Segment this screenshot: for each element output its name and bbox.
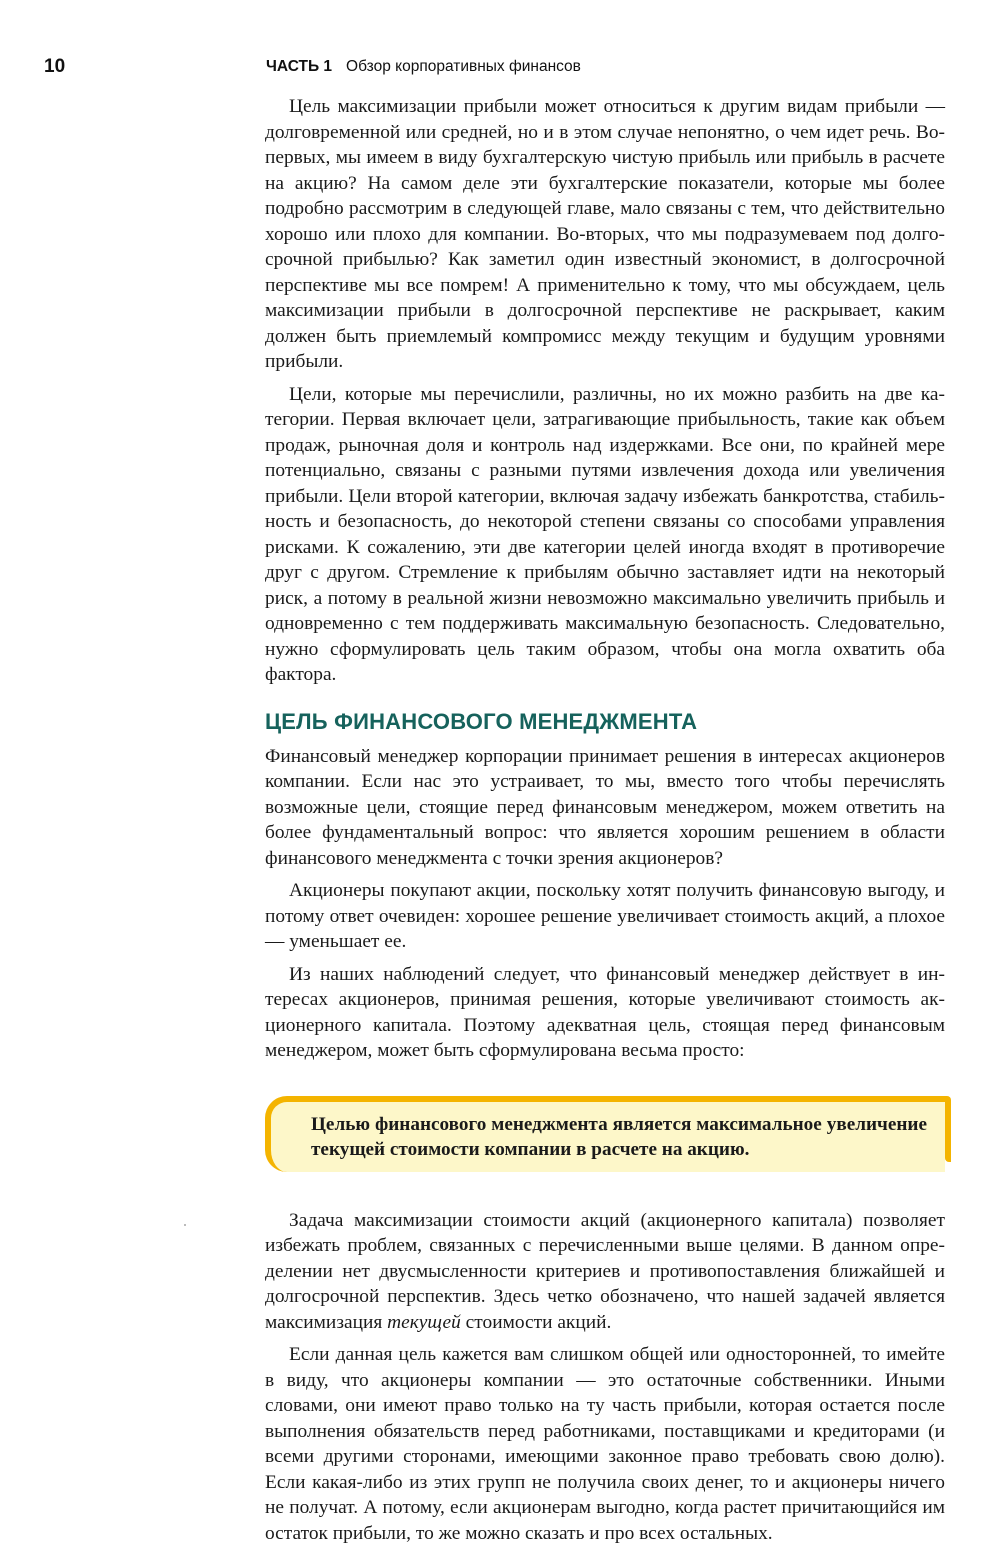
- paragraph: Из наших наблюдений следует, что финансовый менеджер действует в интересах акционеров, принимая решения, которые увеличивают стоимость акционерного капитала. Поэтому адекватная цель, стоящая перед финансовым менеджером, может быть сформулирована весьма просто:: [265, 963, 945, 1061]
- main-text-column: [265, 94, 945, 1553]
- paragraph: Цели, которые мы перечислили, различны, но их можно разбить на две категории. Первая включает цели, затрагивающие прибыльность, такие как объем продаж, рыночная доля и контроль над издержками. Все они, по крайней мере потенциально, связаны с разными путями извлечения дохода или увеличения прибыли. Цели второй категории, включая задачу избежать банкротства, стабильность и безопасность, до некоторой степени связаны со способами управления рисками. К сожалению, эти две категории целей иногда входят в противоречие друг с другом. Стремление к прибылям обычно заставляет идти на некоторый риск, а потому в реальной жизни невозможно максимально увеличить прибыль и одновременно с тем поддерживать максимальную безопасность. Следовательно, нужно сформулировать цель таким образом, чтобы она могла охватить оба фактора.: [265, 383, 945, 685]
- emphasis: текущей: [387, 1311, 461, 1333]
- key-definition-callout: [265, 1096, 945, 1172]
- running-header: [266, 58, 581, 76]
- paragraph: Финансовый менеджер корпорации принимает решения в интересах акционеров компании. Если нас это устраивает, то мы, вместо того чтобы перечислять возможные цели, стоящие перед финансовым менеджером, можем ответить на более фундаментальный вопрос: что является хорошим решением в области финансового менеджмента с точки зрения акционеров?: [265, 745, 945, 869]
- paragraph-text: стоимости акций.: [460, 1311, 612, 1333]
- paragraph: [265, 1208, 945, 1336]
- paragraph: Акционеры покупают акции, поскольку хотят получить финансовую выгоду, и потому ответ очевиден: хорошее решение увеличивает стоимость акций, а плохое — уменьшает ее.: [265, 880, 945, 952]
- paragraph: Цель максимизации прибыли может относиться к другим видам прибыли — долговременной или средней, но и в этом случае непонятно, о чем идет речь. Во-первых, мы имеем в виду бухгалтерскую чистую прибыль или прибыль в расчете на акцию? На самом деле эти бухгалтерские показатели, которые мы более подробно рассмотрим в следующей главе, мало связаны с тем, что действительно хорошо или плохо для компании. Во-вторых, что мы подразумеваем под долгосрочной прибылью? Как заметил один известный экономист, в долгосрочной перспективе мы все помрем! А применительно к тому, что мы обсуждаем, цель максимизации прибыли в долгосрочной перспективе не раскрывает, каким должен быть приемлемый компромисс между текущим и будущим уровнями прибыли.: [265, 96, 945, 372]
- part-title: Обзор корпоративных финансов: [346, 58, 581, 75]
- margin-mark: [184, 1224, 186, 1226]
- page-number: 10: [44, 56, 66, 77]
- section-heading: ЦЕЛЬ ФИНАНСОВОГО МЕНЕДЖМЕНТА: [265, 708, 698, 734]
- callout-text: Целью финансового менеджмента является максимальное увеличение текущей стоимости компании в расчете на акцию.: [311, 1113, 927, 1160]
- part-label: ЧАСТЬ 1: [266, 58, 333, 75]
- paragraph: Если данная цель кажется вам слишком общей или односторонней, то имейте в виду, что акционеры компании — это остаточные собственники. Иными словами, они имеют право только на ту часть прибыли, которая остается после выполнения обязательств перед работниками, поставщиками и кредиторами (и всеми другими сторонами, имеющими законное право требовать свою долю). Если какая-либо из этих групп не получила своих денег, то и акционеры ничего не получат. А потому, если акционерам выгодно, когда растет причитающийся им остаток прибыли, то же можно сказать и про всех остальных.: [265, 1344, 945, 1544]
- paragraph-text: Задача максимизации стоимости акций (акционерного капитала) позволяет избежать проблем, связанных с перечисленными выше целями. В данном определении нет двусмысленности критериев и противопоставления ближайшей и долгосрочной перспектив. Здесь четко обозначено, что нашей задачей является максимизация: [265, 1209, 945, 1333]
